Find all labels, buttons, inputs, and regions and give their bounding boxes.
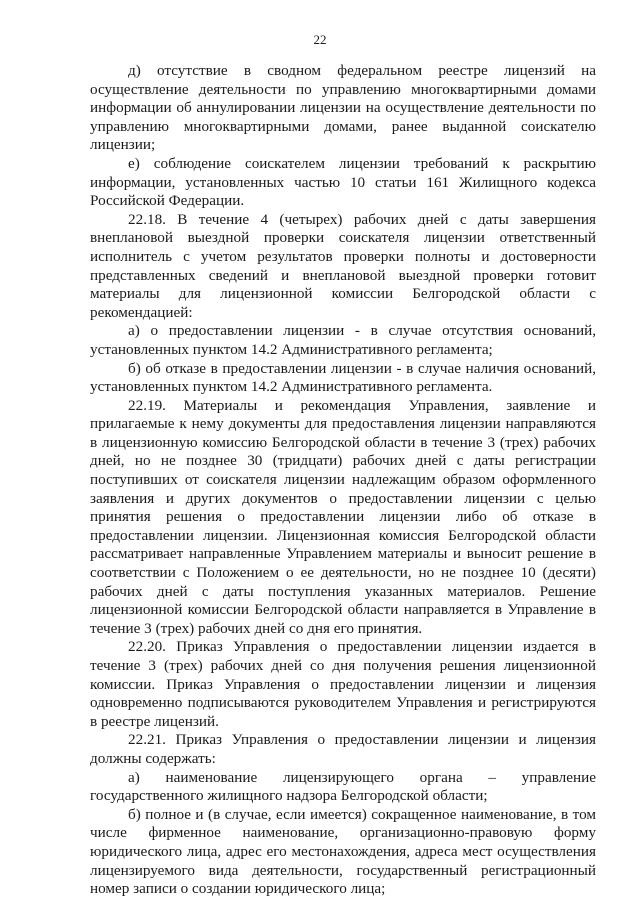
paragraph-subitem-d: д) отсутствие в сводном федеральном реестре лицензий на осуществление деятельности по управлению многоквартирными домами информации об аннулировании лицензии на осуществление деятельности по управлению многоквартирными домами, ранее выданной соискателю лицензии; [90, 62, 596, 154]
paragraph-subitem-b-refusal: б) об отказе в предоставлении лицензии - в случае наличия оснований, установленных пунктом 14.2 Административного регламента. [90, 359, 596, 396]
paragraph-22-18: 22.18. В течение 4 (четырех) рабочих дней с даты завершения внеплановой выездной проверки соискателя лицензии ответственный исполнитель с учетом результатов проверки полноты и достоверности представленных сведений и внеплановой выездной проверки готовит материалы для лицензионной комиссии Белгородской области с рекомендацией: [90, 210, 596, 321]
paragraph-22-21: 22.21. Приказ Управления о предоставлении лицензии и лицензия должны содержать: [90, 731, 596, 767]
paragraph-22-19: 22.19. Материалы и рекомендация Управления, заявление и прилагаемые к нему документы для предоставления лицензии направляются в лицензионную комиссию Белгородской области в течение 3 (трех) рабочих дней, но не позднее 30 (тридцати) рабочих дней с даты регистрации поступивших от соискателя лицензии надлежащим образом оформленного заявления и других документов о предоставлении лицензии с целью принятия решения о предоставлении лицензии либо об отказе в предоставлении лицензии. Лицензионная комиссия Белгородской области рассматривает направленные Управлением материалы и выносит решение в соответствии с Положением о ее деятельности, но не позднее 10 (десяти) рабочих дней с даты поступления указанных материалов. Решение лицензионной комиссии Белгородской области направляется в Управление в течение 3 (трех) рабочих дней со дня его принятия. [90, 396, 596, 637]
paragraph-22-20: 22.20. Приказ Управления о предоставлении лицензии издается в течение 3 (трех) рабочих дней со дня получения решения лицензионной комиссии. Приказ Управления о предоставлении лицензии и лицензия одновременно подписываются руководителем Управления и регистрируются в реестре лицензий. [90, 638, 596, 730]
paragraph-subitem-a-grant: а) о предоставлении лицензии - в случае отсутствия оснований, установленных пунктом 14.2 Административного регламента; [90, 322, 596, 358]
paragraph-subitem-a-authority: а) наименование лицензирующего органа – управление государственного жилищного надзора Белгородской области; [90, 768, 596, 805]
page-number: 22 [313, 32, 327, 47]
document-body [90, 62, 596, 899]
paragraph-subitem-b-name: б) полное и (в случае, если имеется) сокращенное наименование, в том числе фирменное наименование, организационно-правовую форму юридического лица, адрес его местонахождения, адреса мест осуществления лицензируемого вида деятельности, государственный регистрационный номер записи о создании юридического лица; [90, 805, 596, 898]
paragraph-subitem-e: е) соблюдение соискателем лицензии требований к раскрытию информации, установленных частью 10 статьи 161 Жилищного кодекса Российской Федерации. [90, 154, 596, 210]
